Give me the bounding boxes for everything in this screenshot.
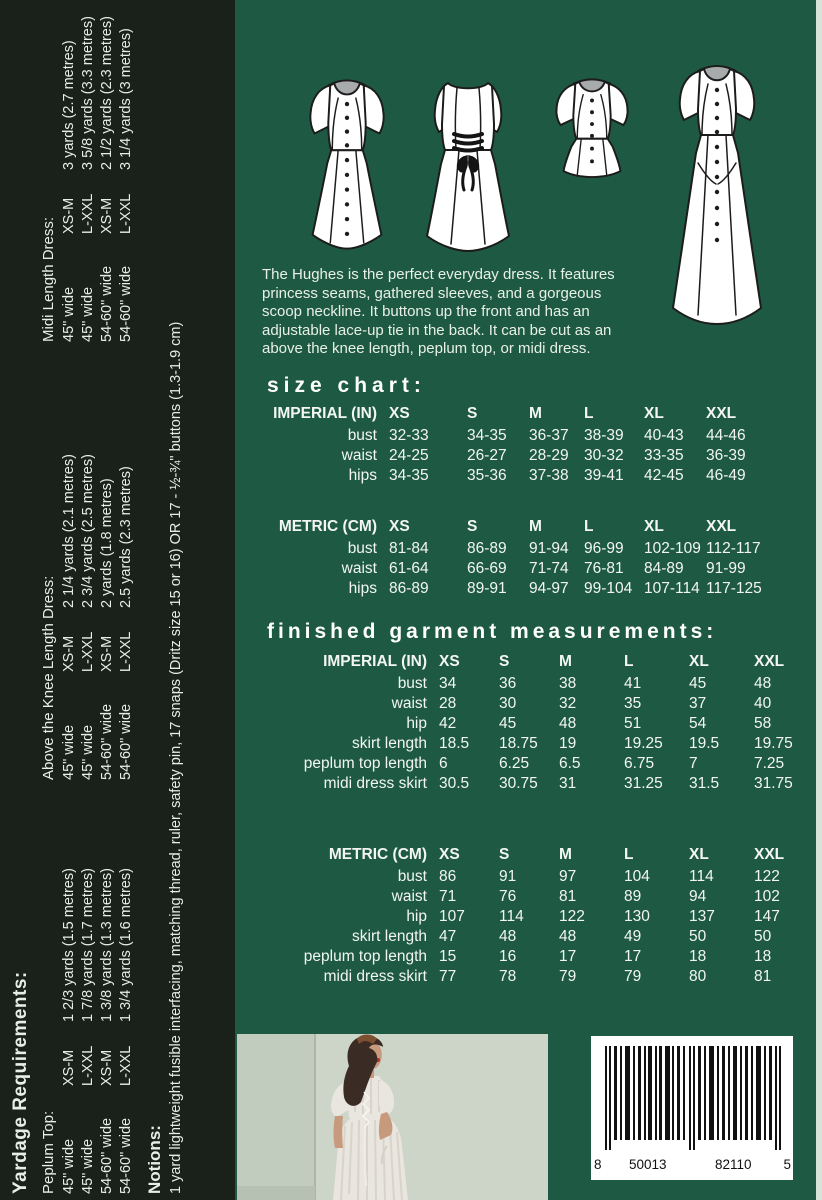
value-cell: 79	[624, 968, 642, 985]
table-row	[60, 454, 79, 780]
value-cell: 48	[559, 715, 577, 732]
barcode-group-right: 82110	[715, 1157, 752, 1172]
table-row	[267, 446, 786, 466]
value-cell: 50	[754, 928, 772, 945]
barcode-digit-right: 5	[783, 1157, 791, 1172]
yardage-group-peplum	[38, 780, 136, 1194]
finished-imperial-table	[267, 652, 814, 794]
value-cell: 51	[624, 715, 642, 732]
value-cell: 32-33	[389, 427, 429, 444]
value-cell: XS-M	[61, 635, 77, 672]
value-cell: L-XXL	[118, 631, 134, 672]
table-row	[117, 868, 136, 1194]
row-label: midi dress skirt	[323, 968, 427, 985]
row-label: waist	[391, 695, 427, 712]
barcode-bars	[591, 1036, 793, 1180]
table-row	[60, 16, 79, 342]
size-chart-metric-table	[267, 517, 786, 599]
value-cell: 84-89	[644, 560, 684, 577]
value-cell: 48	[559, 928, 577, 945]
finished-measurements-heading: finished garment measurements:	[267, 620, 718, 643]
yardage-table-peplum	[60, 868, 136, 1194]
value-cell: 80	[689, 968, 707, 985]
row-label: bust	[397, 868, 427, 885]
value-cell: 2.5 yards (2.3 metres)	[118, 466, 134, 608]
value-cell: 122	[754, 868, 780, 885]
size-header: M	[529, 518, 542, 535]
value-cell: 34-35	[467, 427, 507, 444]
row-label: 45" wide	[61, 1138, 77, 1194]
size-header: XXL	[754, 653, 785, 670]
value-cell: L-XXL	[80, 631, 96, 672]
row-label: 54-60" wide	[118, 265, 134, 342]
value-cell: 35-36	[467, 467, 507, 484]
row-label: midi dress skirt	[323, 775, 427, 792]
table-row	[267, 466, 786, 486]
row-label: 54-60" wide	[99, 265, 115, 342]
size-header: M	[559, 846, 572, 863]
value-cell: 38-39	[584, 427, 624, 444]
value-cell: 76-81	[584, 560, 624, 577]
value-cell: 102	[754, 888, 780, 905]
row-label: bust	[397, 675, 427, 692]
row-label: 45" wide	[61, 286, 77, 342]
value-cell: 31.5	[689, 775, 720, 792]
value-cell: 66-69	[467, 560, 507, 577]
value-cell: 42-45	[644, 467, 684, 484]
value-cell: 31.75	[754, 775, 793, 792]
value-cell: 86	[439, 868, 457, 885]
value-cell: 34-35	[389, 467, 429, 484]
value-cell: 35	[624, 695, 642, 712]
yardage-group-midi	[38, 12, 136, 342]
size-header: XL	[689, 653, 709, 670]
value-cell: 7	[689, 755, 698, 772]
value-cell: 1 3/8 yards (1.3 metres)	[99, 868, 115, 1022]
value-cell: 78	[499, 968, 517, 985]
yardage-table-above-knee	[60, 454, 136, 780]
row-label: peplum top length	[303, 948, 427, 965]
row-label: hip	[406, 715, 427, 732]
value-cell: 30-32	[584, 447, 624, 464]
value-cell: 147	[754, 908, 780, 925]
notions-text: 1 yard lightweight fusible interfacing, matching thread, ruler, safety pin, 17 snaps (Dritz size 15 or 16) OR 17 - ½-¾" buttons (1.3-1.9 cm)	[168, 321, 184, 1194]
value-cell: 7.25	[754, 755, 785, 772]
size-header: XXL	[706, 518, 737, 535]
value-cell: 86-89	[467, 540, 507, 557]
row-label: 45" wide	[80, 724, 96, 780]
barcode-group-left: 50013	[629, 1157, 667, 1172]
unit-label: METRIC (CM)	[278, 518, 377, 535]
value-cell: L-XXL	[80, 193, 96, 234]
value-cell: 18.75	[499, 735, 538, 752]
pattern-description: The Hughes is the perfect everyday dress. It features princess seams, gathered sleeves, and a gorgeous scoop neckline. It buttons up the front and has an adjustable lace-up tie in the back. It can be cut as an above the knee length, peplum top, or midi dress.	[262, 266, 615, 358]
unit-label: METRIC (CM)	[328, 846, 427, 863]
table-header-row	[267, 845, 814, 867]
table-row	[79, 454, 98, 780]
value-cell: 19	[559, 735, 577, 752]
table-row	[98, 16, 117, 342]
value-cell: 47	[439, 928, 457, 945]
value-cell: 107	[439, 908, 465, 925]
value-cell: 41	[624, 675, 642, 692]
size-header: XS	[389, 405, 410, 422]
value-cell: 3 yards (2.7 metres)	[61, 40, 77, 170]
value-cell: 1 3/4 yards (1.6 metres)	[118, 868, 134, 1022]
value-cell: 18	[689, 948, 707, 965]
table-row	[267, 967, 814, 987]
model-photo	[237, 1034, 548, 1200]
value-cell: 61-64	[389, 560, 429, 577]
size-header: S	[467, 518, 478, 535]
table-row	[98, 868, 117, 1194]
value-cell: XS-M	[99, 635, 115, 672]
value-cell: 37-38	[529, 467, 569, 484]
size-header: S	[499, 846, 510, 863]
value-cell: 30.75	[499, 775, 538, 792]
yardage-table-midi	[60, 16, 136, 342]
value-cell: 6.75	[624, 755, 655, 772]
table-row	[117, 454, 136, 780]
table-row	[267, 539, 786, 559]
row-label: bust	[347, 427, 377, 444]
value-cell: 39-41	[584, 467, 624, 484]
table-row	[267, 927, 814, 947]
value-cell: 42	[439, 715, 457, 732]
table-row	[117, 16, 136, 342]
row-label: 54-60" wide	[99, 1117, 115, 1194]
value-cell: 107-114	[644, 580, 700, 597]
barcode-digit-left: 8	[594, 1157, 602, 1172]
value-cell: 33-35	[644, 447, 684, 464]
table-row	[267, 426, 786, 446]
value-cell: 94-97	[529, 580, 569, 597]
table-header-row	[267, 517, 786, 539]
value-cell: 17	[559, 948, 577, 965]
value-cell: 91-94	[529, 540, 569, 557]
group-header: Above the Knee Length Dress:	[40, 575, 57, 780]
value-cell: 137	[689, 908, 715, 925]
size-header: XXL	[754, 846, 785, 863]
page-edge-strip	[816, 0, 822, 1200]
value-cell: 26-27	[467, 447, 507, 464]
finished-metric-table	[267, 845, 814, 987]
table-row	[79, 16, 98, 342]
row-label: hips	[348, 467, 377, 484]
value-cell: 36-37	[529, 427, 569, 444]
table-row	[267, 734, 814, 754]
value-cell: 71	[439, 888, 457, 905]
row-label: hips	[348, 580, 377, 597]
size-header: XXL	[706, 405, 737, 422]
value-cell: 117-125	[706, 580, 762, 597]
table-row	[267, 674, 814, 694]
value-cell: 97	[559, 868, 577, 885]
value-cell: 79	[559, 968, 577, 985]
table-row	[267, 947, 814, 967]
row-label: 45" wide	[61, 724, 77, 780]
notions-title: Notions:	[145, 1125, 164, 1194]
size-chart-heading: size chart:	[267, 374, 426, 397]
row-label: 54-60" wide	[118, 1117, 134, 1194]
table-row	[98, 454, 117, 780]
value-cell: 15	[439, 948, 457, 965]
table-row	[267, 559, 786, 579]
value-cell: 31.25	[624, 775, 663, 792]
table-row	[267, 887, 814, 907]
value-cell: 2 yards (1.8 metres)	[99, 478, 115, 608]
value-cell: 130	[624, 908, 650, 925]
table-row	[267, 694, 814, 714]
value-cell: 99-104	[584, 580, 633, 597]
table-header-row	[267, 652, 814, 674]
size-chart-imperial-table	[267, 404, 786, 486]
value-cell: 1 7/8 yards (1.7 metres)	[80, 868, 96, 1022]
value-cell: 81-84	[389, 540, 429, 557]
value-cell: 19.75	[754, 735, 793, 752]
size-header: XL	[644, 405, 664, 422]
value-cell: 6.5	[559, 755, 581, 772]
value-cell: 86-89	[389, 580, 429, 597]
value-cell: 6	[439, 755, 448, 772]
group-header: Peplum Top:	[40, 1110, 57, 1194]
value-cell: 36	[499, 675, 517, 692]
value-cell: 37	[689, 695, 707, 712]
value-cell: 91	[499, 868, 517, 885]
value-cell: 6.25	[499, 755, 530, 772]
value-cell: 18	[754, 948, 772, 965]
size-header: L	[584, 405, 594, 422]
value-cell: 102-109	[644, 540, 701, 557]
yardage-requirements-title: Yardage Requirements:	[10, 971, 31, 1194]
value-cell: 122	[559, 908, 585, 925]
value-cell: 18.5	[439, 735, 470, 752]
row-label: waist	[391, 888, 427, 905]
value-cell: 91-99	[706, 560, 746, 577]
yardage-group-above-knee	[38, 342, 136, 780]
value-cell: 28	[439, 695, 457, 712]
value-cell: 38	[559, 675, 577, 692]
value-cell: 71-74	[529, 560, 569, 577]
value-cell: L-XXL	[118, 1045, 134, 1086]
size-header: L	[624, 653, 634, 670]
size-header: XS	[439, 846, 460, 863]
row-label: waist	[341, 447, 377, 464]
dress-back-illustration	[412, 68, 524, 264]
yardage-sidebar	[0, 0, 235, 1200]
size-header: L	[624, 846, 634, 863]
value-cell: 40-43	[644, 427, 684, 444]
value-cell: 48	[499, 928, 517, 945]
value-cell: L-XXL	[118, 193, 134, 234]
table-row	[267, 774, 814, 794]
value-cell: 45	[689, 675, 707, 692]
peplum-top-illustration	[531, 72, 653, 180]
size-header: M	[529, 405, 542, 422]
value-cell: 3 5/8 yards (3.3 metres)	[80, 16, 96, 170]
value-cell: 54	[689, 715, 707, 732]
value-cell: 50	[689, 928, 707, 945]
table-row	[267, 714, 814, 734]
value-cell: 40	[754, 695, 772, 712]
value-cell: 114	[689, 868, 714, 885]
value-cell: 28-29	[529, 447, 569, 464]
size-header: XS	[389, 518, 410, 535]
dress-front-illustration	[287, 68, 407, 264]
size-header: S	[499, 653, 510, 670]
barcode	[591, 1036, 793, 1180]
value-cell: XS-M	[99, 197, 115, 234]
row-label: bust	[347, 540, 377, 557]
value-cell: 112-117	[706, 540, 761, 557]
row-label: 54-60" wide	[99, 703, 115, 780]
unit-label: IMPERIAL (IN)	[273, 405, 377, 422]
value-cell: 45	[499, 715, 517, 732]
yardage-groups	[38, 6, 136, 1194]
value-cell: 81	[559, 888, 577, 905]
table-row	[267, 907, 814, 927]
value-cell: 19.25	[624, 735, 663, 752]
size-header: M	[559, 653, 572, 670]
row-label: skirt length	[352, 928, 427, 945]
size-header: XL	[689, 846, 709, 863]
table-row	[60, 868, 79, 1194]
rotated-text-block	[10, 6, 235, 1194]
value-cell: 30.5	[439, 775, 470, 792]
value-cell: 16	[499, 948, 517, 965]
table-row	[267, 754, 814, 774]
row-label: 45" wide	[80, 286, 96, 342]
value-cell: 58	[754, 715, 772, 732]
size-header: S	[467, 405, 478, 422]
value-cell: 24-25	[389, 447, 429, 464]
value-cell: 114	[499, 908, 524, 925]
value-cell: 76	[499, 888, 517, 905]
unit-label: IMPERIAL (IN)	[323, 653, 427, 670]
value-cell: 34	[439, 675, 457, 692]
value-cell: 89-91	[467, 580, 507, 597]
size-header: XS	[439, 653, 460, 670]
value-cell: 32	[559, 695, 577, 712]
midi-dress-illustration	[652, 56, 782, 334]
value-cell: 48	[754, 675, 772, 692]
value-cell: 96-99	[584, 540, 624, 557]
size-header: XL	[644, 518, 664, 535]
value-cell: 1 2/3 yards (1.5 metres)	[61, 868, 77, 1022]
row-label: peplum top length	[303, 755, 427, 772]
value-cell: 94	[689, 888, 707, 905]
value-cell: 44-46	[706, 427, 746, 444]
value-cell: 49	[624, 928, 642, 945]
value-cell: 30	[499, 695, 517, 712]
row-label: 45" wide	[80, 1138, 96, 1194]
value-cell: 31	[559, 775, 577, 792]
value-cell: XS-M	[61, 1049, 77, 1086]
table-row	[79, 868, 98, 1194]
table-row	[267, 867, 814, 887]
row-label: hip	[406, 908, 427, 925]
row-label: skirt length	[352, 735, 427, 752]
value-cell: 81	[754, 968, 772, 985]
table-row	[267, 579, 786, 599]
value-cell: 17	[624, 948, 642, 965]
group-header: Midi Length Dress:	[40, 216, 57, 342]
value-cell: 19.5	[689, 735, 720, 752]
value-cell: 2 3/4 yards (2.5 metres)	[80, 454, 96, 608]
table-header-row	[267, 404, 786, 426]
value-cell: 46-49	[706, 467, 746, 484]
value-cell: 36-39	[706, 447, 746, 464]
value-cell: L-XXL	[80, 1045, 96, 1086]
row-label: waist	[341, 560, 377, 577]
row-label: 54-60" wide	[118, 703, 134, 780]
value-cell: XS-M	[61, 197, 77, 234]
size-header: L	[584, 518, 594, 535]
value-cell: 104	[624, 868, 650, 885]
value-cell: XS-M	[99, 1049, 115, 1086]
value-cell: 2 1/4 yards (2.1 metres)	[61, 454, 77, 608]
value-cell: 3 1/4 yards (3 metres)	[118, 28, 134, 170]
value-cell: 77	[439, 968, 457, 985]
value-cell: 89	[624, 888, 642, 905]
value-cell: 2 1/2 yards (2.3 metres)	[99, 16, 115, 170]
